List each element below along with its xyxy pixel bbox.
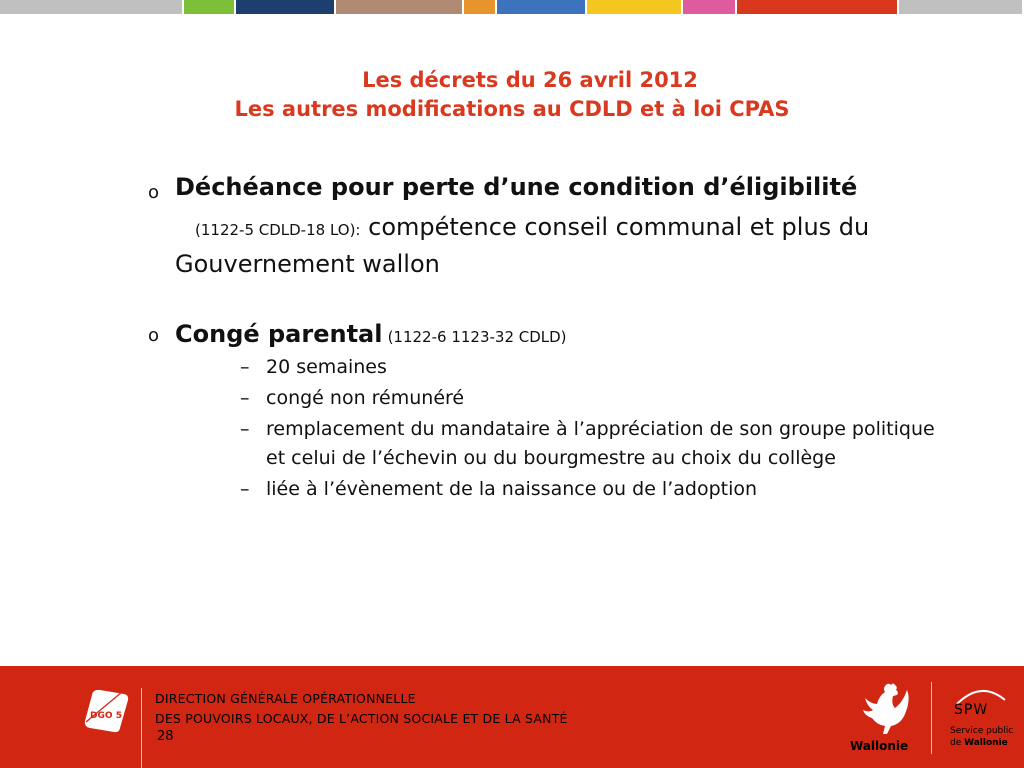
strip-segment bbox=[0, 0, 182, 14]
strip-segment bbox=[587, 0, 681, 14]
bullet-body bbox=[175, 210, 948, 281]
bullet-heading: Congé parental bbox=[175, 320, 383, 348]
list-item-text: remplacement du mandataire à l’appréciation de son groupe politique et celui de l’échevin ou du bourgmestre au choix du collège bbox=[266, 418, 935, 469]
sub-bullet-list bbox=[240, 353, 948, 504]
list-item bbox=[240, 415, 948, 473]
service-public-label bbox=[950, 725, 1013, 749]
top-color-strip bbox=[0, 0, 1024, 14]
direction-name bbox=[155, 689, 568, 729]
dash-marker: – bbox=[240, 387, 250, 409]
strip-segment bbox=[899, 0, 1022, 14]
service-public-prefix: de bbox=[950, 738, 965, 748]
strip-segment bbox=[236, 0, 334, 14]
dgo5-logo bbox=[82, 688, 130, 734]
strip-segment bbox=[184, 0, 234, 14]
bullet-decheance bbox=[148, 172, 948, 281]
direction-line-1: DIRECTION GÉNÉRALE OPÉRATIONNELLE bbox=[155, 691, 416, 706]
list-item-text: congé non rémunéré bbox=[266, 387, 465, 409]
rooster-icon bbox=[855, 680, 911, 736]
list-item-text: 20 semaines bbox=[266, 356, 387, 378]
legal-reference: (1122-5 CDLD-18 LO): bbox=[195, 221, 361, 239]
slide-content bbox=[148, 172, 948, 506]
wallonie-label: Wallonie bbox=[850, 739, 909, 753]
dash-marker: – bbox=[240, 478, 250, 500]
dash-marker: – bbox=[240, 418, 250, 440]
list-item-text: liée à l’évènement de la naissance ou de l’adoption bbox=[266, 478, 758, 500]
slide-title bbox=[0, 66, 1024, 124]
dash-marker: – bbox=[240, 356, 250, 378]
bullet-heading: Déchéance pour perte d’une condition d’éligibilité bbox=[175, 173, 858, 201]
legal-reference: (1122-6 1123-32 CDLD) bbox=[387, 328, 567, 346]
bullet-marker: o bbox=[148, 182, 160, 203]
bullet-conge-parental bbox=[148, 319, 948, 350]
spw-label: SPW bbox=[954, 702, 989, 718]
strip-segment bbox=[683, 0, 735, 14]
list-item bbox=[240, 353, 948, 382]
service-public-bold: Wallonie bbox=[964, 738, 1008, 748]
service-public-line-2 bbox=[950, 737, 1013, 749]
title-line-1: Les décrets du 26 avril 2012 bbox=[362, 68, 698, 92]
list-item bbox=[240, 475, 948, 504]
title-line-2: Les autres modifications au CDLD et à loi CPAS bbox=[234, 97, 790, 121]
footer-divider bbox=[931, 682, 932, 754]
strip-segment bbox=[737, 0, 897, 14]
service-public-line-1: Service public bbox=[950, 726, 1014, 736]
svg-text:DGO 5: DGO 5 bbox=[90, 711, 122, 721]
page-number: 28 bbox=[157, 729, 174, 744]
bullet-text: compétence conseil communal et plus du Gouvernement wallon bbox=[175, 213, 870, 278]
bullet-marker: o bbox=[148, 325, 160, 346]
strip-segment bbox=[464, 0, 495, 14]
strip-segment bbox=[497, 0, 585, 14]
strip-segment bbox=[336, 0, 462, 14]
footer-divider bbox=[141, 688, 142, 768]
direction-line-2: DES POUVOIRS LOCAUX, DE L’ACTION SOCIALE ET DE LA SANTÉ bbox=[155, 711, 568, 726]
list-item bbox=[240, 384, 948, 413]
